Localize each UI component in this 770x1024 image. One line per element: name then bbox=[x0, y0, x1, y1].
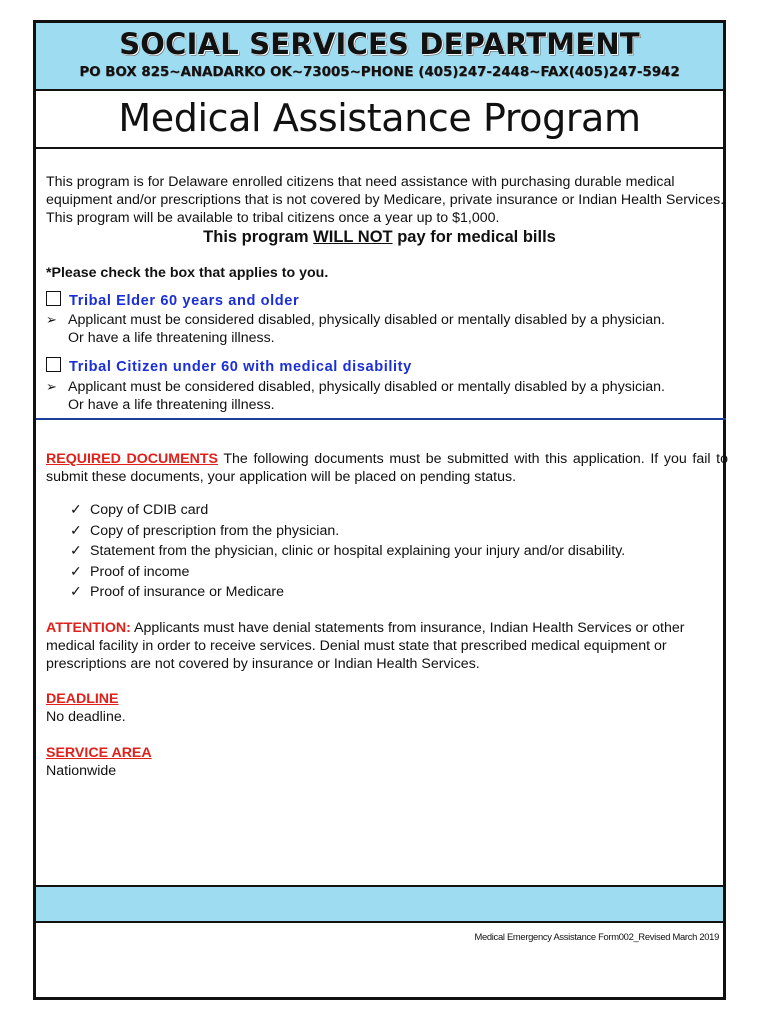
header-banner bbox=[36, 23, 723, 91]
program-title-box bbox=[36, 89, 723, 149]
checkmark-icon: ✓ bbox=[70, 563, 82, 580]
list-item: ✓ Copy of CDIB card bbox=[70, 502, 209, 518]
section-divider bbox=[36, 418, 726, 420]
requirement-line: Applicant must be considered disabled, physically disabled or mentally disabled by a physician. bbox=[68, 312, 665, 328]
option-elder[interactable] bbox=[46, 291, 726, 309]
footer-banner bbox=[36, 885, 723, 923]
department-address: PO BOX 825~ANADARKO OK~73005~PHONE (405)247-2448~FAX(405)247-5942 bbox=[79, 65, 680, 80]
form-page bbox=[33, 20, 726, 1000]
program-title: Medical Assistance Program bbox=[118, 96, 641, 140]
checkmark-icon: ✓ bbox=[70, 584, 82, 600]
option-citizen-label: Tribal Citizen under 60 with medical disability bbox=[69, 359, 412, 375]
arrow-bullet-icon: ➢ bbox=[46, 379, 57, 394]
required-documents-text: The following documents must be submitted with this application. If you fail to submit these documents, your application will be placed on pending status. bbox=[46, 451, 728, 485]
arrow-bullet-icon: ➢ bbox=[46, 312, 57, 327]
option-elder-label: Tribal Elder 60 years and older bbox=[69, 293, 300, 309]
deadline-text: No deadline. bbox=[46, 709, 126, 725]
list-item: ✓ Proof of income bbox=[70, 563, 190, 580]
required-documents-list bbox=[70, 502, 710, 605]
attention-text: Applicants must have denial statements from insurance, Indian Health Services or other medical facility in order to receive services. Denial must state that prescribed medical equipment or prescriptions are not covered by insurance or Indian Health Services. bbox=[46, 620, 685, 672]
notice-pre: This program bbox=[203, 228, 314, 246]
checkmark-icon: ✓ bbox=[70, 502, 82, 518]
required-documents-heading: REQUIRED DOCUMENTS bbox=[46, 451, 218, 467]
list-item: ✓ Proof of insurance or Medicare bbox=[70, 584, 284, 600]
list-item: ✓ Statement from the physician, clinic or hospital explaining your injury and/or disability. bbox=[70, 543, 626, 559]
department-name: SOCIAL SERVICES DEPARTMENT bbox=[119, 27, 640, 61]
notice-post: pay for medical bills bbox=[392, 228, 556, 246]
requirement-line: Applicant must be considered disabled, physically disabled or mentally disabled by a physician. bbox=[68, 379, 665, 395]
form-revision-note: Medical Emergency Assistance Form002_Revised March 2019 bbox=[474, 931, 719, 942]
option-citizen[interactable] bbox=[46, 357, 726, 375]
checkbox-citizen[interactable] bbox=[46, 357, 61, 372]
deadline-heading: DEADLINE bbox=[46, 691, 119, 707]
requirement-line: Or have a life threatening illness. bbox=[68, 330, 275, 346]
notice-emphasis: WILL NOT bbox=[313, 228, 393, 246]
required-documents-paragraph bbox=[46, 450, 728, 486]
checkmark-icon: ✓ bbox=[70, 522, 82, 539]
notice-line bbox=[36, 228, 723, 247]
attention-label: ATTENTION: bbox=[46, 620, 131, 636]
service-area-text: Nationwide bbox=[46, 763, 117, 779]
checkbox-elder[interactable] bbox=[46, 291, 61, 306]
list-item: ✓ Copy of prescription from the physician. bbox=[70, 522, 340, 539]
attention-paragraph bbox=[46, 619, 726, 673]
requirement-line: Or have a life threatening illness. bbox=[68, 397, 275, 413]
deadline-section bbox=[46, 690, 726, 726]
checkmark-icon: ✓ bbox=[70, 543, 82, 559]
service-area-heading: SERVICE AREA bbox=[46, 745, 152, 761]
service-area-section bbox=[46, 744, 726, 780]
intro-paragraph: This program is for Delaware enrolled citizens that need assistance with purchasing durable medical equipment and/or prescriptions that is not covered by Medicare, private insurance or Indian Health Services. This program will be available to tribal citizens once a year up to $1,000. bbox=[46, 174, 725, 226]
check-instruction: *Please check the box that applies to you. bbox=[46, 265, 329, 281]
